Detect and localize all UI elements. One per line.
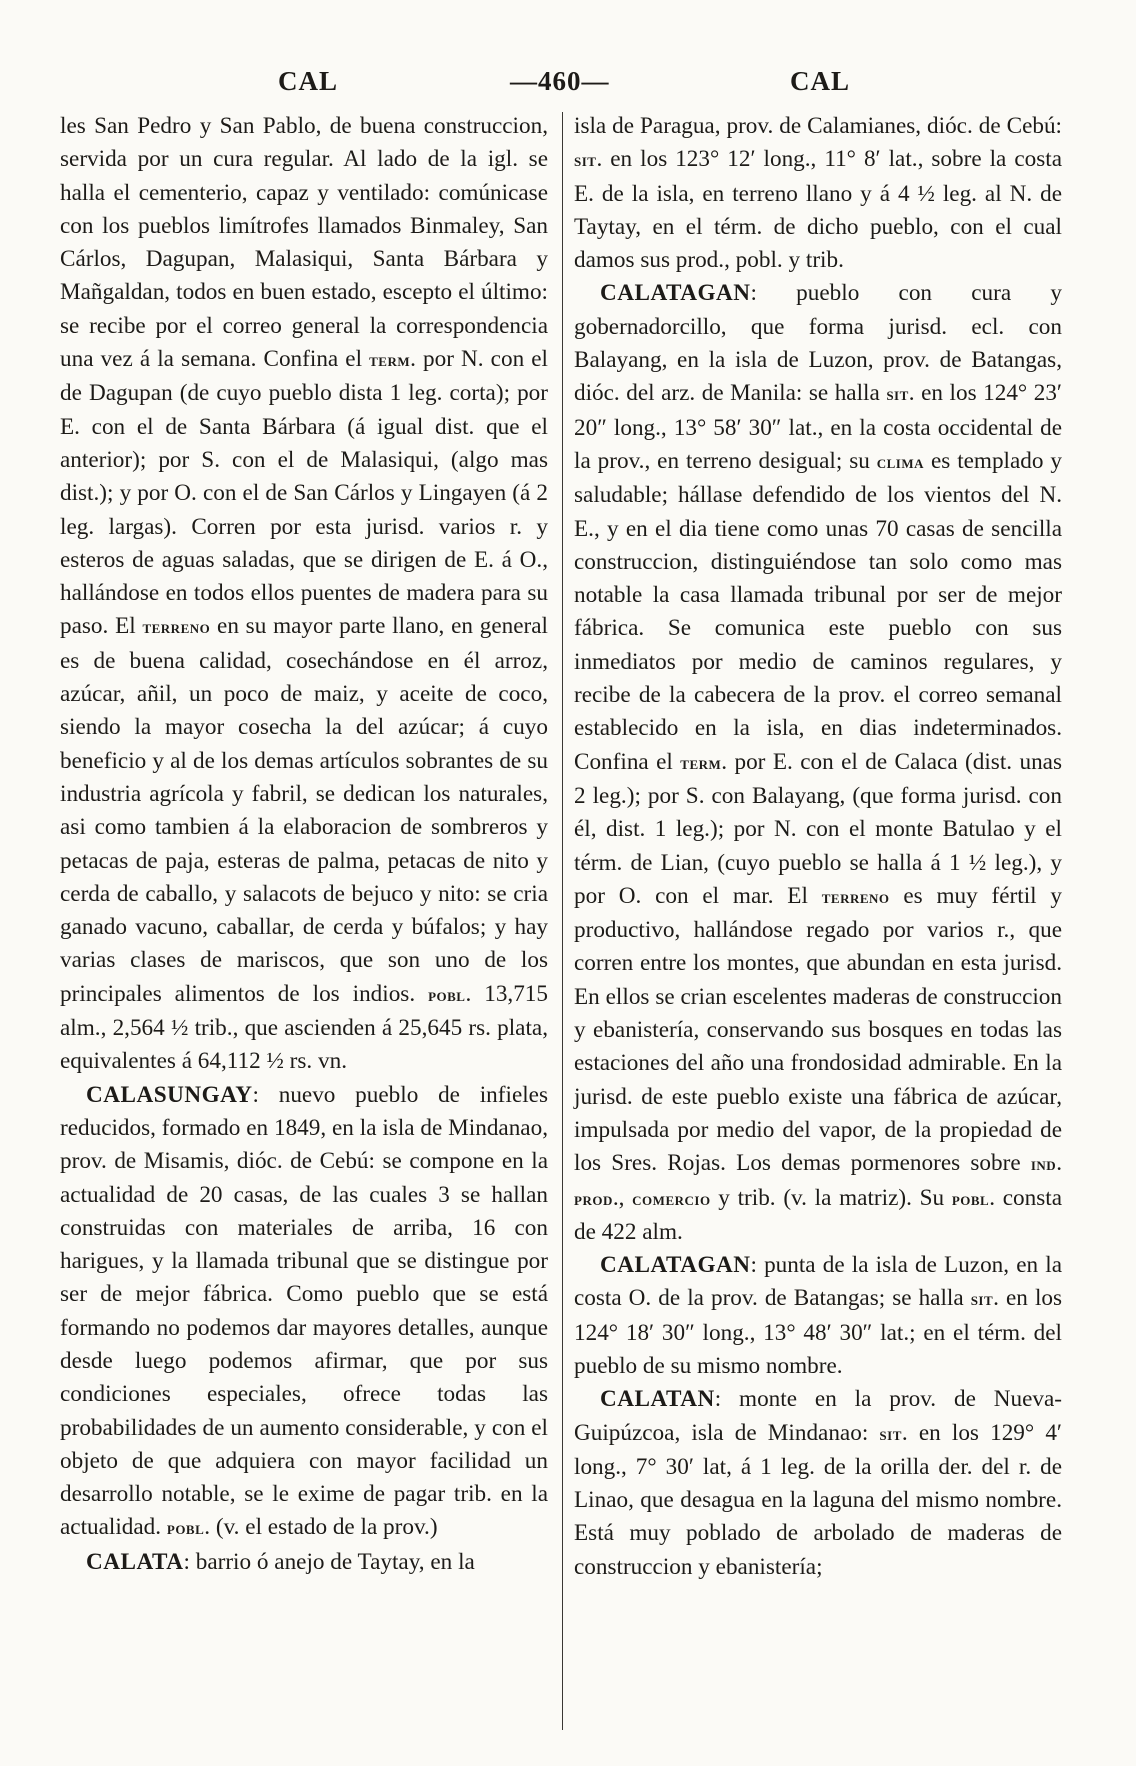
text-run: . en los 123° 12′ long., 11° 8′ lat., sobre la costa E. de la isla, en terreno llano y á 4 ½ leg. al N. de Taytay, en el térm. de dicho pueblo, con el cual damos sus prod., pobl. y trib. [574,146,1062,274]
text-run: . consta de 422 alm. [574,1184,1062,1245]
text-run: . (v. el estado de la prov.) [204,1514,438,1541]
abbreviation: pobl [166,1518,205,1539]
entry-headword: CALASUNGAY [86,1081,253,1108]
text-run: : barrio ó anejo de Taytay, en la [183,1548,475,1575]
text-run: . en los 124° 18′ 30″ long., 13° 48′ 30″ lat.; en el térm. del pueblo de su mismo nombre. [574,1285,1063,1379]
running-head-right: CAL [790,66,851,96]
text-run: ., [612,1184,633,1211]
text-run: les San Pedro y San Pablo, de buena construccion, servida por un cura regular. Al lado de la igl. se halla el cementerio, capaz y ventilado: comúnicase con los pueblos limítrofes llamados Binmaley, San Cárlos, Dagupan, Malasiqui, Santa Bárbara y Mañgaldan, todos en buen estado, escepto el último: se recibe por el correo general la correspondencia una vez á la semana. Confina el [60,113,548,373]
entry-headword: CALATAGAN [600,280,751,307]
abbreviation: sit [970,1289,994,1310]
text-run: : punta de la isla de Luzon, en la costa O. de la prov. de Batangas; se halla [574,1252,1062,1312]
paragraph [574,277,1062,1249]
text-run: . [1056,1150,1062,1177]
text-run: . en los 129° 4′ long., 7° 30′ lat, á 1 leg. de la orilla der. del r. de Linao, que desagua en la laguna del mismo nombre. Está muy poblado de arbolado de maderas de construccion y ebanistería; [574,1419,1062,1580]
text-run: . por E. con el de Calaca (dist. unas 2 leg.); por S. con Balayang, (que forma jurisd. con él, dist. 1 leg.); por N. con el monte Batulao y el térm. de Lian, (cuyo pueblo se halla á 1 ½ leg.), y por O. con el mar. El [574,748,1062,909]
abbreviation: comercio [632,1188,711,1209]
paragraph [60,110,548,1079]
abbreviation: terreno [142,617,211,638]
abbreviation: terreno [821,886,890,907]
text-run: y trib. (v. la matriz). Su [710,1184,952,1211]
abbreviation: prod [574,1188,613,1209]
abbreviation: pobl [428,984,466,1005]
abbreviation: pobl [951,1188,990,1209]
text-run: : pueblo con cura y gobernadorcillo, que forma jurisd. ecl. con Balayang, en la isla de Luzon, prov. de Batangas, dióc. del arz. de Manila: se halla [574,280,1062,407]
running-head-left: CAL [278,66,339,96]
text-run: . por N. con el de Dagupan (de cuyo pueblo dista 1 leg. corta); por E. con el de Santa Bárbara (á igual dist. que el anterior); por S. con el de Malasiqui, (algo mas dist.); y por O. con el de San Cárlos y Lingayen (á 2 leg. largas). Corren por esta jurisd. varios r. y esteros de aguas saladas, que se dirigen de E. á O., hallándose en todos ellos puentes de madera para su paso. El [60,346,548,640]
entry-headword: CALATAN [600,1386,715,1413]
text-run: . 13,715 alm., 2,564 ½ trib., que ascienden á 25,645 rs. plata, equivalentes á 64,112 ½ rs. vn. [60,980,548,1075]
paragraph [60,1079,548,1546]
text-run: . en los 124° 23′ 20″ long., 13° 58′ 30″ lat., en la costa occidental de la prov., en terreno desigual; su [574,380,1062,474]
abbreviation: ind [1030,1154,1057,1175]
abbreviation: term [369,350,411,371]
text-run: : monte en la prov. de Nueva-Guipúzcoa, isla de Mindanao: [574,1386,1062,1446]
paragraph [574,110,1062,277]
entry-headword: CALATAGAN [600,1252,751,1279]
paragraph [574,1249,1062,1383]
abbreviation: sit [879,1423,902,1444]
entry-headword: CALATA [86,1548,184,1575]
text-run: : nuevo pueblo de infieles reducidos, formado en 1849, en la isla de Mindanao, prov. de Misamis, dióc. de Cebú: se compone en la actualidad de 20 casas, de las cuales 3 se hallan construidas con materiales de arriba, 16 con harigues, y la llamada tribunal que se distingue por ser de mejor fábrica. Como pueblo que se está formando no podemos dar mayores detalles, aunque desde luego podemos afirmar, que por sus condiciones especiales, ofrece todas las probabilidades de un aumento considerable, y con el objeto de que adquiera con mayor facilidad un desarrollo notable, se le exime de pagar trib. en la actualidad. [60,1081,548,1541]
text-run: en su mayor parte llano, en general es de buena calidad, cosechándose en él arroz, azúcar, añil, un poco de maiz, y aceite de coco, siendo la mayor cosecha la del azúcar; á cuyo beneficio y al de los demas artículos sobrantes de su industria agrícola y fabril, se dedican los naturales, asi como tambien á la elaboracion de sombreros y petacas de paja, esteras de palma, petacas de nito y cerda de caballo, y salacots de bejuco y nito: se cria ganado vacuno, caballar, de cerda y búfalos; y hay varias clases de mariscos, que son uno de los principales alimentos de los indios. [60,613,548,1007]
paragraph [574,1383,1062,1584]
abbreviation: term [680,752,722,773]
paragraph [60,1546,548,1579]
text-run: es muy fértil y productivo, hallándose regado por varios r., que corren entre los montes, que abundan en esta jurisd. En ellos se crian escelentes maderas de construccion y ebanistería, conservando sus bosques en todas las estaciones del año una frondosidad admirable. En la jurisd. de este pueblo existe una fábrica de azúcar, impulsada por medio del vapor, de la propiedad de los Sres. Rojas. Los demas pormenores sobre [574,882,1062,1177]
left-column [60,110,548,1579]
right-column [574,110,1062,1584]
text-run: es templado y saludable; hállase defendido de los vientos del N. E., y en el dia tiene como unas 70 casas de sencilla construccion, distinguiéndose tan solo como mas notable la casa llamada tribunal por ser de mejor fábrica. Se comunica este pueblo con sus inmediatos por medio de caminos regulares, y recibe de la cabecera de la prov. el correo semanal establecido en la isla, en dias indeterminados. Confina el [574,447,1062,775]
text-run: isla de Paragua, prov. de Calamianes, dióc. de Cebú: [574,113,1062,139]
page-number: —460— [510,66,610,96]
column-divider [562,112,563,1730]
abbreviation: sit [574,150,597,171]
abbreviation: clima [876,451,925,472]
abbreviation: sit [886,384,909,405]
